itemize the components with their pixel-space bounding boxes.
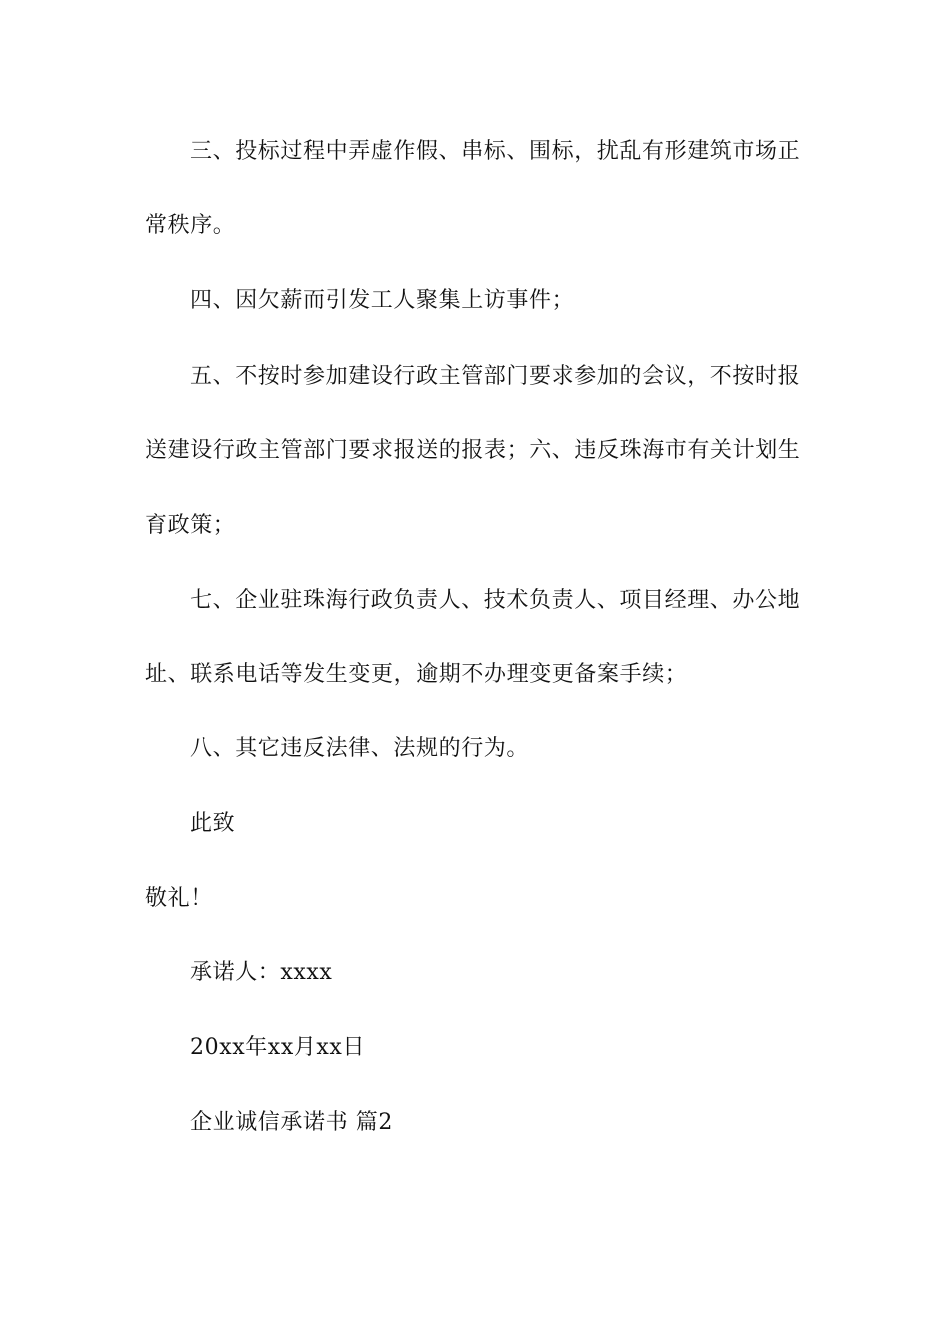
closing-regards: 敬礼！ <box>145 886 213 911</box>
paragraph-item-3-line-2: 常秩序。 <box>145 213 236 238</box>
paragraph-item-6-line-2: 育政策； <box>145 513 236 538</box>
paragraph-item-7-line-2: 址、联系电话等发生变更，逾期不办理变更备案手续； <box>145 662 688 687</box>
paragraph-item-4: 四、因欠薪而引发工人聚集上访事件； <box>190 288 575 313</box>
section-heading: 企业诚信承诺书 篇2 <box>190 1110 393 1135</box>
paragraph-item-3-line-1: 三、投标过程中弄虚作假、串标、围标，扰乱有形建筑市场正 <box>190 139 801 164</box>
date-line: 20xx年xx月xx日 <box>190 1035 366 1060</box>
paragraph-item-5-line-1: 五、不按时参加建设行政主管部门要求参加的会议，不按时报 <box>190 364 801 389</box>
paragraph-item-5-line-2: 送建设行政主管部门要求报送的报表；六、违反珠海市有关计划生 <box>145 438 801 463</box>
paragraph-item-8: 八、其它违反法律、法规的行为。 <box>190 736 530 761</box>
paragraph-item-7-line-1: 七、企业驻珠海行政负责人、技术负责人、项目经理、办公地 <box>190 588 801 613</box>
closing-salutation: 此致 <box>190 811 236 836</box>
signatory-line: 承诺人：xxxx <box>190 960 333 985</box>
